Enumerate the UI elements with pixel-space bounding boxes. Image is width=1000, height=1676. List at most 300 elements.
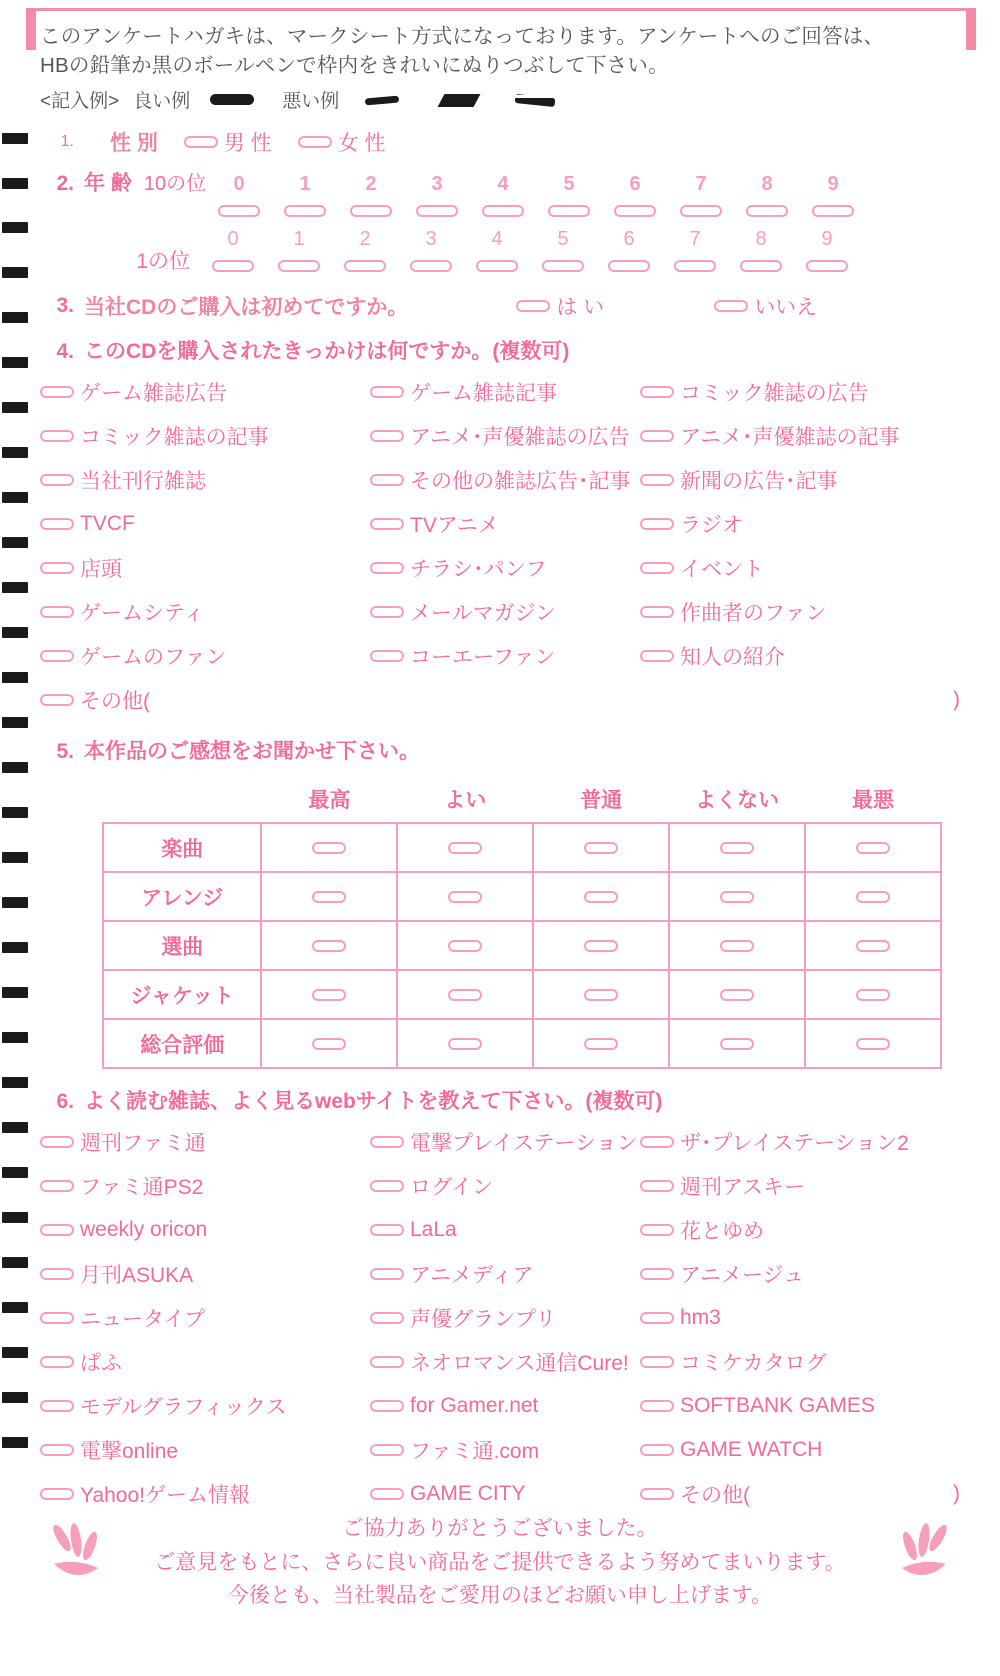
digit-label: 1 — [293, 228, 305, 251]
question-3 — [40, 291, 960, 321]
q4-option-label: ゲーム雑誌広告 — [80, 382, 227, 406]
q5-title: 本作品のご感想をお聞かせ下さい。 — [84, 740, 420, 764]
q4-option[interactable] — [40, 553, 370, 583]
q5-rating-cell[interactable] — [805, 823, 941, 872]
q5-rating-cell[interactable] — [261, 823, 397, 872]
q6-option[interactable] — [370, 1171, 640, 1201]
q6-option[interactable] — [40, 1215, 370, 1245]
bubble-icon[interactable] — [856, 1038, 890, 1050]
q2-digit-cell[interactable] — [470, 173, 536, 222]
q2-digit-cell[interactable] — [800, 173, 866, 222]
bubble-icon[interactable] — [584, 989, 618, 1001]
q6-option-label: ネオロマンス通信Cure! — [410, 1352, 629, 1376]
bubble-icon[interactable] — [640, 518, 674, 530]
q6-option-label: ザ･プレイステーション2 — [680, 1132, 909, 1156]
bubble-icon[interactable] — [40, 430, 74, 442]
q6-option[interactable] — [40, 1259, 370, 1289]
bubble-icon[interactable] — [184, 136, 218, 148]
frame-top-border — [26, 8, 970, 11]
bubble-icon[interactable] — [370, 1136, 404, 1148]
q4-number: 4. — [56, 340, 74, 364]
q2-digit-cell[interactable] — [728, 228, 794, 277]
bubble-icon[interactable] — [370, 1356, 404, 1368]
form-content — [40, 22, 960, 1523]
q3-option-yes[interactable] — [516, 291, 604, 321]
digit-label: 6 — [629, 173, 641, 196]
bubble-icon[interactable] — [40, 1312, 74, 1324]
bubble-icon[interactable] — [40, 650, 74, 662]
digit-label: 4 — [497, 173, 509, 196]
q4-option[interactable] — [370, 465, 640, 495]
q6-option-other[interactable] — [640, 1479, 960, 1509]
bubble-icon[interactable] — [720, 989, 754, 1001]
footer-line-1: ご協力ありがとうございました。 — [342, 1517, 658, 1540]
q5-rating-cell[interactable] — [669, 970, 805, 1019]
q2-digit-cell[interactable] — [464, 228, 530, 277]
bad-mark-slash-icon — [437, 93, 483, 107]
bubble-icon[interactable] — [740, 260, 782, 272]
table-row — [103, 1019, 941, 1068]
q6-option[interactable] — [370, 1347, 640, 1377]
question-5 — [40, 735, 960, 765]
bubble-icon[interactable] — [516, 300, 550, 312]
q6-option[interactable] — [40, 1171, 370, 1201]
q5-rating-cell[interactable] — [261, 872, 397, 921]
bubble-icon[interactable] — [370, 386, 404, 398]
q5-rating-cell[interactable] — [533, 921, 669, 970]
q5-col-best: 最高 — [261, 775, 397, 823]
q6-option-label: 週刊ファミ通 — [80, 1132, 206, 1156]
q2-digit-cell[interactable] — [662, 228, 728, 277]
q5-rating-cell[interactable] — [805, 872, 941, 921]
q2-digit-cell[interactable] — [266, 228, 332, 277]
q3-option-no[interactable] — [714, 291, 817, 321]
q4-option[interactable] — [370, 377, 640, 407]
footer-message — [0, 1512, 1000, 1613]
q2-digit-cell[interactable] — [668, 173, 734, 222]
bubble-icon[interactable] — [370, 430, 404, 442]
bubble-icon[interactable] — [584, 891, 618, 903]
q6-option[interactable] — [370, 1215, 640, 1245]
bubble-icon[interactable] — [608, 260, 650, 272]
q4-option[interactable] — [370, 421, 640, 451]
bubble-icon[interactable] — [640, 430, 674, 442]
q3-number: 3. — [56, 294, 74, 318]
bubble-icon[interactable] — [614, 205, 656, 217]
q6-option[interactable] — [370, 1435, 640, 1465]
digit-label: 8 — [755, 228, 767, 251]
bad-example-label: 悪い例 — [282, 91, 340, 113]
footer-line-2: ご意見をもとに、さらに良い商品をご提供できるよう努めてまいります。 — [154, 1550, 846, 1574]
q3-options — [516, 291, 817, 321]
bubble-icon[interactable] — [312, 1038, 346, 1050]
q4-option[interactable] — [640, 421, 940, 451]
bubble-icon[interactable] — [856, 989, 890, 1001]
q5-rating-cell[interactable] — [669, 1019, 805, 1068]
bubble-icon[interactable] — [812, 205, 854, 217]
q6-option-label: 声優グランプリ — [410, 1308, 557, 1332]
q6-option-label: ぱふ — [80, 1352, 122, 1376]
bubble-icon[interactable] — [298, 136, 332, 148]
q4-option[interactable] — [640, 597, 940, 627]
bubble-icon[interactable] — [370, 562, 404, 574]
q3-option-yes-label: は い — [556, 296, 605, 320]
bubble-icon[interactable] — [448, 1038, 482, 1050]
q2-digit-cell[interactable] — [272, 173, 338, 222]
q4-option[interactable] — [40, 377, 370, 407]
bubble-icon[interactable] — [448, 891, 482, 903]
bubble-icon[interactable] — [370, 1312, 404, 1324]
q6-option[interactable] — [640, 1127, 940, 1157]
q1-option-male[interactable] — [184, 127, 272, 157]
bubble-icon[interactable] — [212, 260, 254, 272]
bubble-icon[interactable] — [40, 606, 74, 618]
bubble-icon[interactable] — [640, 474, 674, 486]
q6-option[interactable] — [40, 1391, 370, 1421]
bubble-icon[interactable] — [640, 1400, 674, 1412]
bubble-icon[interactable] — [40, 694, 74, 706]
q6-option[interactable] — [40, 1479, 370, 1509]
q5-rating-cell[interactable] — [261, 921, 397, 970]
digit-label: 8 — [761, 173, 773, 196]
q2-digit-cell[interactable] — [404, 173, 470, 222]
bubble-icon[interactable] — [410, 260, 452, 272]
digit-label: 7 — [689, 228, 701, 251]
q6-row — [40, 1171, 960, 1201]
bubble-icon[interactable] — [370, 1180, 404, 1192]
q4-option[interactable] — [370, 553, 640, 583]
q6-option[interactable] — [640, 1215, 940, 1245]
bubble-icon[interactable] — [370, 1400, 404, 1412]
digit-label: 3 — [425, 228, 437, 251]
q5-row-label: 選曲 — [103, 921, 261, 970]
q6-row — [40, 1347, 960, 1377]
q5-number: 5. — [56, 740, 74, 764]
digit-label: 5 — [557, 228, 569, 251]
q6-option-label: 電撃プレイステーション — [410, 1132, 638, 1156]
q3-title: 当社CDのご購入は初めてですか。 — [84, 296, 409, 320]
bubble-icon[interactable] — [720, 940, 754, 952]
bubble-icon[interactable] — [40, 1444, 74, 1456]
bubble-icon[interactable] — [370, 518, 404, 530]
q6-option-label: Yahoo!ゲーム情報 — [80, 1484, 250, 1508]
q5-rating-cell[interactable] — [805, 921, 941, 970]
bubble-icon[interactable] — [640, 1136, 674, 1148]
q4-option[interactable] — [40, 641, 370, 671]
bubble-icon[interactable] — [40, 1400, 74, 1412]
q6-option-label: モデルグラフィックス — [80, 1396, 287, 1420]
digit-label: 4 — [491, 228, 503, 251]
bubble-icon[interactable] — [720, 1038, 754, 1050]
q5-rating-cell[interactable] — [533, 823, 669, 872]
q2-digit-cell[interactable] — [206, 173, 272, 222]
q6-option-label: weekly oricon — [80, 1218, 208, 1242]
bubble-icon[interactable] — [278, 260, 320, 272]
q6-other-label: その他( — [680, 1484, 750, 1508]
digit-label: 7 — [695, 173, 707, 196]
q2-digit-cell[interactable] — [398, 228, 464, 277]
bubble-icon[interactable] — [674, 260, 716, 272]
q4-option[interactable] — [640, 465, 940, 495]
bubble-icon[interactable] — [746, 205, 788, 217]
q1-option-female[interactable] — [298, 127, 386, 157]
timing-marks — [0, 0, 30, 1676]
bubble-icon[interactable] — [714, 300, 748, 312]
q4-option-other[interactable] — [40, 685, 960, 715]
q5-rating-cell[interactable] — [805, 970, 941, 1019]
q4-row — [40, 421, 960, 451]
q6-option-label: GAME WATCH — [680, 1438, 823, 1462]
q6-option[interactable] — [40, 1303, 370, 1333]
q5-col-worst: 最悪 — [805, 775, 941, 823]
digit-label: 2 — [359, 228, 371, 251]
q5-col-notgood: よくない — [669, 775, 805, 823]
bubble-icon[interactable] — [640, 606, 674, 618]
q4-row — [40, 465, 960, 495]
q4-option-label: コミック雑誌の広告 — [680, 382, 869, 406]
bubble-icon[interactable] — [720, 891, 754, 903]
marking-example-row — [40, 86, 960, 113]
q2-digit-cell[interactable] — [338, 173, 404, 222]
bubble-icon[interactable] — [476, 260, 518, 272]
q4-option-label: 作曲者のファン — [680, 602, 827, 626]
q6-option[interactable] — [370, 1127, 640, 1157]
intro-text — [40, 22, 960, 80]
q2-digit-cell[interactable] — [200, 228, 266, 277]
q4-option[interactable] — [370, 597, 640, 627]
bubble-icon[interactable] — [350, 205, 392, 217]
table-row — [103, 921, 941, 970]
q1-option-female-label: 女 性 — [337, 132, 386, 156]
example-label: <記入例> — [40, 91, 120, 113]
bubble-icon[interactable] — [584, 940, 618, 952]
bubble-icon[interactable] — [640, 650, 674, 662]
bubble-icon[interactable] — [40, 386, 74, 398]
table-row — [103, 823, 941, 872]
bubble-icon[interactable] — [680, 205, 722, 217]
bubble-icon[interactable] — [40, 562, 74, 574]
question-1 — [40, 127, 960, 157]
q4-option[interactable] — [640, 641, 940, 671]
q6-option[interactable] — [40, 1127, 370, 1157]
bubble-icon[interactable] — [40, 1488, 74, 1500]
q2-digit-cell[interactable] — [332, 228, 398, 277]
q4-row — [40, 597, 960, 627]
bubble-icon[interactable] — [640, 1444, 674, 1456]
bubble-icon[interactable] — [542, 260, 584, 272]
bubble-icon[interactable] — [40, 1268, 74, 1280]
q5-rating-cell[interactable] — [397, 872, 533, 921]
bubble-icon[interactable] — [640, 1268, 674, 1280]
digit-label: 6 — [623, 228, 635, 251]
bubble-icon[interactable] — [856, 891, 890, 903]
q5-rating-cell[interactable] — [397, 921, 533, 970]
bubble-icon[interactable] — [448, 989, 482, 1001]
bubble-icon[interactable] — [640, 1356, 674, 1368]
q2-digit-cell[interactable] — [602, 173, 668, 222]
q5-rating-cell[interactable] — [261, 1019, 397, 1068]
digit-label: 0 — [227, 228, 239, 251]
q5-rating-cell[interactable] — [805, 1019, 941, 1068]
q6-option[interactable] — [370, 1391, 640, 1421]
q4-other-close: ) — [953, 688, 960, 712]
frame-corner-right — [966, 8, 976, 50]
digit-label: 5 — [563, 173, 575, 196]
bubble-icon[interactable] — [584, 842, 618, 854]
question-2 — [40, 167, 960, 222]
bubble-icon[interactable] — [448, 940, 482, 952]
bubble-icon[interactable] — [370, 1488, 404, 1500]
q4-option[interactable] — [40, 465, 370, 495]
bubble-icon[interactable] — [40, 1224, 74, 1236]
q5-rating-cell[interactable] — [397, 970, 533, 1019]
q5-rating-cell[interactable] — [669, 921, 805, 970]
bubble-icon[interactable] — [40, 518, 74, 530]
bubble-icon[interactable] — [40, 1136, 74, 1148]
q5-col-average: 普通 — [533, 775, 669, 823]
q4-row — [40, 509, 960, 539]
q5-rating-cell[interactable] — [397, 1019, 533, 1068]
q4-title: このCDを購入されたきっかけは何ですか。(複数可) — [84, 340, 570, 364]
q6-option-label: コミケカタログ — [680, 1352, 827, 1376]
q2-row-1-label: 1の位 — [136, 250, 190, 274]
q6-row — [40, 1127, 960, 1157]
q6-option[interactable] — [370, 1479, 640, 1509]
q2-digit-cell[interactable] — [596, 228, 662, 277]
bubble-icon[interactable] — [640, 1180, 674, 1192]
bubble-icon[interactable] — [720, 842, 754, 854]
q4-option-label: 当社刊行雑誌 — [80, 470, 206, 494]
q4-other-label: その他( — [80, 690, 150, 714]
q1-title: 性 別 — [110, 132, 158, 156]
q5-rating-cell[interactable] — [533, 970, 669, 1019]
bubble-icon[interactable] — [448, 842, 482, 854]
q6-option[interactable] — [640, 1435, 940, 1465]
bubble-icon[interactable] — [284, 205, 326, 217]
bubble-icon[interactable] — [548, 205, 590, 217]
q5-rating-cell[interactable] — [397, 823, 533, 872]
q6-option[interactable] — [640, 1347, 940, 1377]
table-header-row — [103, 775, 941, 823]
bubble-icon[interactable] — [640, 1488, 674, 1500]
q4-option[interactable] — [370, 509, 640, 539]
q6-row — [40, 1435, 960, 1465]
q4-option[interactable] — [40, 597, 370, 627]
q6-option[interactable] — [370, 1303, 640, 1333]
bubble-icon[interactable] — [312, 940, 346, 952]
q6-option-label: for Gamer.net — [410, 1394, 539, 1418]
q4-option-label: TVCF — [80, 512, 135, 536]
q1-number: 1. — [60, 133, 74, 151]
bubble-icon[interactable] — [40, 1180, 74, 1192]
q5-col-blank — [103, 775, 261, 823]
bad-mark-outline-icon — [513, 93, 559, 107]
q5-rating-table — [102, 775, 942, 1069]
bubble-icon[interactable] — [370, 1224, 404, 1236]
bubble-icon[interactable] — [640, 1224, 674, 1236]
good-example-label: 良い例 — [133, 91, 191, 113]
bubble-icon[interactable] — [218, 205, 260, 217]
q6-option[interactable] — [40, 1435, 370, 1465]
q5-col-good: よい — [397, 775, 533, 823]
table-row — [103, 872, 941, 921]
bubble-icon[interactable] — [584, 1038, 618, 1050]
q5-row-label: アレンジ — [103, 872, 261, 921]
q4-option[interactable] — [640, 553, 940, 583]
bubble-icon[interactable] — [370, 1268, 404, 1280]
bubble-icon[interactable] — [312, 989, 346, 1001]
q4-options-grid — [40, 377, 960, 715]
bubble-icon[interactable] — [856, 940, 890, 952]
q4-option-label: ゲームのファン — [80, 646, 227, 670]
q6-option-label: ログイン — [410, 1176, 493, 1200]
table-row — [103, 970, 941, 1019]
q6-options-grid — [40, 1127, 960, 1509]
q6-option[interactable] — [640, 1391, 940, 1421]
q6-option[interactable] — [40, 1347, 370, 1377]
q2-digit-cell[interactable] — [794, 228, 860, 277]
q2-digit-cell[interactable] — [734, 173, 800, 222]
q4-option[interactable] — [640, 509, 940, 539]
q5-rating-cell[interactable] — [261, 970, 397, 1019]
bubble-icon[interactable] — [806, 260, 848, 272]
bubble-icon[interactable] — [370, 474, 404, 486]
q5-rating-cell[interactable] — [669, 872, 805, 921]
q4-row — [40, 641, 960, 671]
q6-other-close: ) — [953, 1482, 960, 1506]
digit-label: 0 — [233, 173, 245, 196]
q4-option-label: チラシ･パンフ — [410, 558, 547, 582]
q3-option-no-label: いいえ — [754, 296, 818, 320]
q4-option[interactable] — [40, 421, 370, 451]
bubble-icon[interactable] — [40, 1356, 74, 1368]
q6-option[interactable] — [640, 1171, 940, 1201]
q4-option[interactable] — [640, 377, 940, 407]
q6-option[interactable] — [640, 1259, 940, 1289]
bubble-icon[interactable] — [370, 650, 404, 662]
q2-digit-cell[interactable] — [536, 173, 602, 222]
bubble-icon[interactable] — [370, 1444, 404, 1456]
q6-row — [40, 1479, 960, 1509]
bubble-icon[interactable] — [344, 260, 386, 272]
frame-corner-left — [26, 8, 36, 50]
bubble-icon[interactable] — [640, 386, 674, 398]
q5-rating-cell[interactable] — [669, 823, 805, 872]
q6-option-label: ニュータイプ — [80, 1308, 205, 1332]
bubble-icon[interactable] — [416, 205, 458, 217]
q5-rating-cell[interactable] — [533, 1019, 669, 1068]
bubble-icon[interactable] — [40, 474, 74, 486]
bubble-icon[interactable] — [482, 205, 524, 217]
bubble-icon[interactable] — [856, 842, 890, 854]
q6-number: 6. — [56, 1090, 74, 1114]
q6-option[interactable] — [640, 1303, 940, 1333]
bubble-icon[interactable] — [312, 891, 346, 903]
bubble-icon[interactable] — [640, 562, 674, 574]
q4-option-label: ゲーム雑誌記事 — [410, 382, 557, 406]
q4-option[interactable] — [370, 641, 640, 671]
bubble-icon[interactable] — [640, 1312, 674, 1324]
q6-option[interactable] — [370, 1259, 640, 1289]
bubble-icon[interactable] — [370, 606, 404, 618]
q4-option[interactable] — [40, 509, 370, 539]
q2-digit-cell[interactable] — [530, 228, 596, 277]
q6-row — [40, 1391, 960, 1421]
q6-row — [40, 1303, 960, 1333]
q5-rating-cell[interactable] — [533, 872, 669, 921]
digit-label: 9 — [821, 228, 833, 251]
bubble-icon[interactable] — [312, 842, 346, 854]
